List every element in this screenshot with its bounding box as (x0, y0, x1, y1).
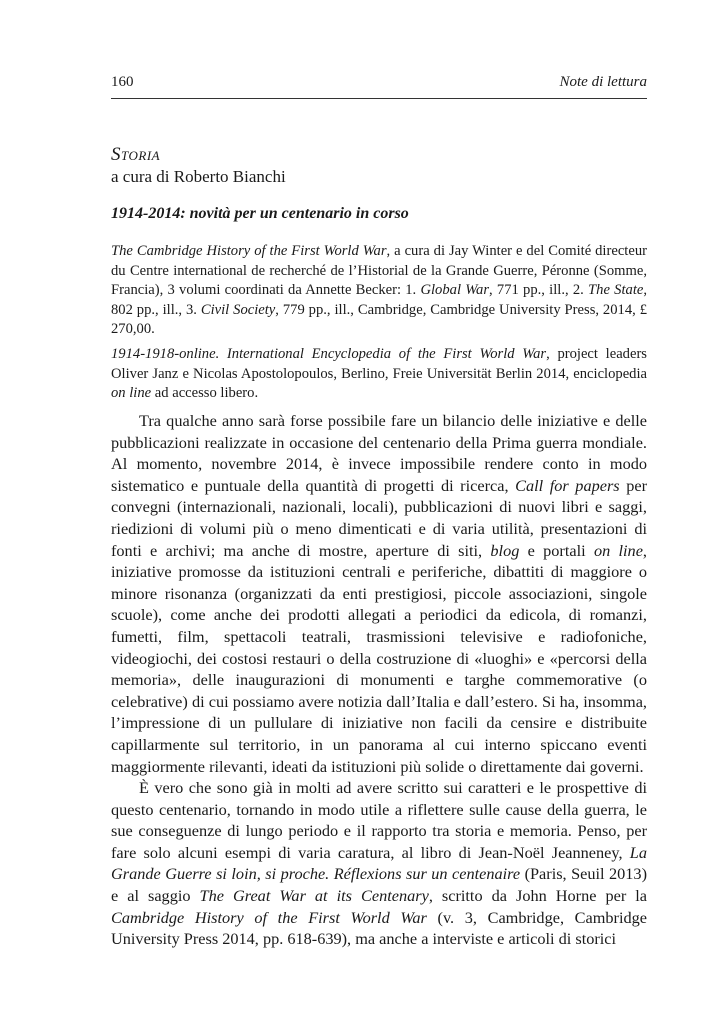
text-run: Tra qualche anno sarà forse possibile fare un bilancio delle iniziative e delle pubblicazioni realizzate in occasione del centenario della Prima guerra mondiale. Al momento, novembre 2014, è invece impossibile rendere conto in modo sistematico e puntuale della quantità di progetti di ricerca, (111, 411, 647, 495)
text-run: per convegni (internazionali, nazionali, locali), pubblicazioni di nuovi libri e saggi, riedizioni di volumi più o meno dimenticati e di varia utilità, presentazioni di fonti e archivi; ma anche di mostre, aperture di siti, (111, 475, 648, 560)
reference-entry (111, 345, 647, 404)
italic-text: 1914-1918-online. International Encyclopedia of the First World War (111, 346, 547, 362)
italic-text: Civil Society (200, 301, 276, 318)
text-run: , iniziative promosse da istituzioni centrali e periferiche, dibattiti di maggiore o minore risonanza (organizzati da enti prestigiosi, piccole associazioni, singole scuole), come anche dei prodotti allegati a periodici da edicola, di romanzi, fumetti, film, spettacoli teatrali, trasmissioni televisive e radiofoniche, videogiochi, dei costosi restauri o della costruzione di «luoghi» e «percorsi della memoria», delle inaugurazioni di monumenti e targhe commemorative (o celebrative) di cui possiamo avere notizia dall’Italia e dall’estero. Si ha, insomma, l’impressione di un pullulare di iniziative non facili da censire e distribuite capillarmente sul territorio, in un panorama al cui interno spiccano eventi maggiormente rilevanti, ideati da istituzioni più solide o direttamente dai governi. (111, 540, 647, 776)
italic-text: Call for papers (515, 475, 620, 495)
text-run: , 771 pp., ill., 2. (489, 282, 589, 299)
text-run: (Paris, Seuil 2013) e al saggio (111, 864, 647, 906)
text-run: , a cura di Jay Winter e del Comité directeur du Centre international de recherché de l’Historial de la Grande Guerre, Péronne (Somme, Francia), 3 volumi coordinati da Annette Becker: 1. (111, 243, 647, 299)
running-title: Note di lettura (559, 74, 647, 90)
page-number: 160 (111, 74, 134, 90)
italic-text: The Great War at its Centenary (199, 886, 429, 906)
italic-text: La Grande Guerre si loin, si proche. Réflexions sur un centenaire (111, 842, 647, 884)
paragraph (111, 777, 647, 950)
text-run: (v. 3, Cambridge, Cambridge University Press 2014, pp. 618-639), ma anche a interviste e articoli di storici (111, 907, 647, 949)
italic-text: on line (593, 540, 643, 560)
article-title: 1914-2014: novità per un centenario in corso (111, 205, 409, 222)
italic-text: The State (588, 282, 644, 299)
reference-entry (111, 242, 647, 340)
text-run: , scritto da John Horne per la (428, 886, 647, 906)
section-title: Storia (111, 144, 161, 165)
italic-text: The Cambridge History of the First World War (111, 243, 387, 259)
text-run: , project leaders Oliver Janz e Nicolas Apostolopoulos, Berlino, Freie Universität Berlin 2014, enciclopedia (111, 346, 647, 382)
text-run: e portali (519, 540, 594, 560)
italic-text: Global War (420, 282, 490, 299)
text-run: È vero che sono già in molti ad avere scritto sui caratteri e le prospettive di questo centenario, tornando in modo utile a riflettere sulle cause della guerra, le sue conseguenze di lungo periodo e il rapporto tra storia e memoria. Penso, per fare solo alcuni esempi di varia caratura, al libro di Jean-Noël Jeanneney, (111, 778, 647, 862)
text-run: , 802 pp., ill., 3. (111, 282, 648, 318)
italic-text: Cambridge History of the First World War (111, 907, 427, 927)
section-editor: a cura di Roberto Bianchi (111, 167, 286, 186)
italic-text: blog (490, 540, 520, 560)
body-text (111, 410, 647, 950)
running-head (111, 74, 647, 99)
italic-text: on line (111, 385, 152, 402)
section-heading (111, 144, 647, 188)
text-run: ad accesso libero. (151, 385, 259, 402)
text-run: , 779 pp., ill., Cambridge, Cambridge University Press, 2014, £ 270,00. (111, 301, 647, 338)
paragraph (111, 410, 647, 777)
